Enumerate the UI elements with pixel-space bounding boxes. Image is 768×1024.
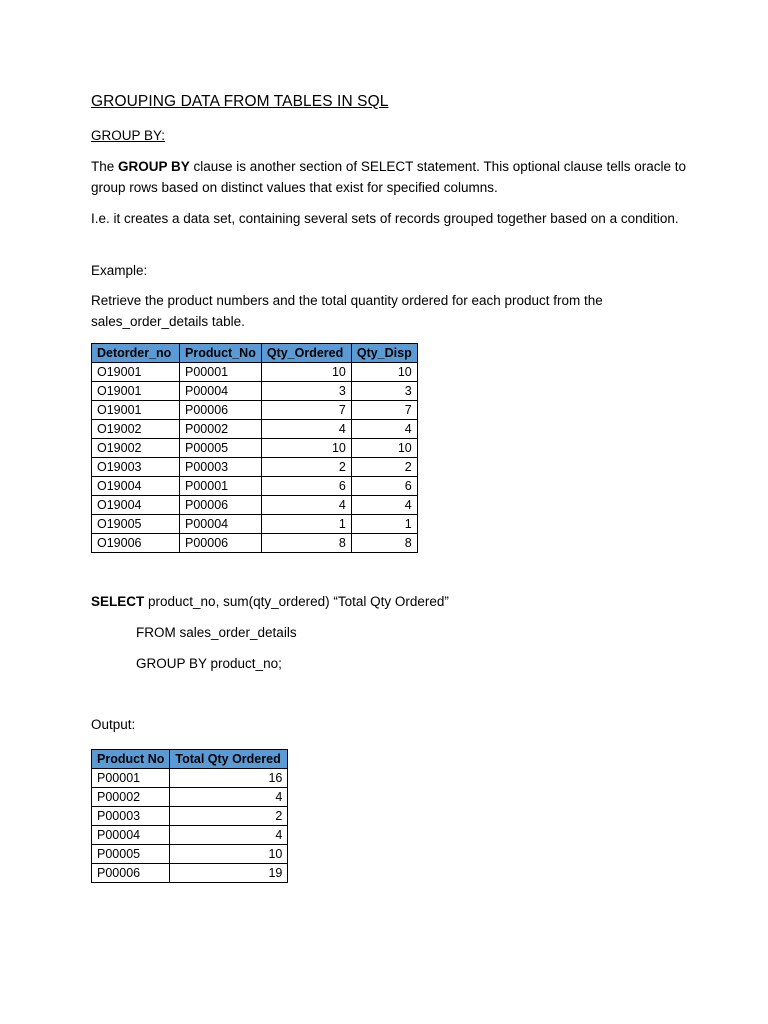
table-cell: P00003 xyxy=(92,807,170,826)
table-cell: 10 xyxy=(261,363,351,382)
paragraph-task: Retrieve the product numbers and the total quantity ordered for each product from the sales_order_details table. xyxy=(91,293,603,329)
table-cell: O19001 xyxy=(92,382,180,401)
table-row xyxy=(92,477,418,496)
table-row xyxy=(92,496,418,515)
column-header: Qty_Ordered xyxy=(261,344,351,363)
table-cell: 1 xyxy=(261,515,351,534)
table-cell: 16 xyxy=(170,769,288,788)
table-cell: 4 xyxy=(170,788,288,807)
table-cell: 10 xyxy=(261,439,351,458)
table-cell: 8 xyxy=(261,534,351,553)
table-cell: P00001 xyxy=(180,477,262,496)
table-cell: P00006 xyxy=(180,401,262,420)
sql-select-rest: product_no, sum(qty_ordered) “Total Qty Ordered” xyxy=(144,594,449,609)
paragraph-data-set: I.e. it creates a data set, containing several sets of records grouped together based on a condition. xyxy=(91,211,679,226)
column-header: Total Qty Ordered xyxy=(170,750,288,769)
table-row xyxy=(92,382,418,401)
table-cell: 8 xyxy=(351,534,417,553)
table-row xyxy=(92,845,288,864)
table-cell: O19004 xyxy=(92,477,180,496)
table-cell: P00005 xyxy=(180,439,262,458)
table-cell: 2 xyxy=(351,458,417,477)
table-cell: 4 xyxy=(170,826,288,845)
sql-from-line: FROM sales_order_details xyxy=(136,625,297,640)
table-cell: 4 xyxy=(261,496,351,515)
table-cell: 7 xyxy=(351,401,417,420)
table-row xyxy=(92,401,418,420)
table-cell: 6 xyxy=(351,477,417,496)
table-cell: O19002 xyxy=(92,439,180,458)
page-title: GROUPING DATA FROM TABLES IN SQL xyxy=(91,93,389,110)
table-cell: 3 xyxy=(261,382,351,401)
table-row xyxy=(92,439,418,458)
table-cell: O19006 xyxy=(92,534,180,553)
table-cell: P00004 xyxy=(92,826,170,845)
table-cell: P00005 xyxy=(92,845,170,864)
para1-post: clause is another section of SELECT statement. This optional clause tells oracle to group rows based on distinct values that exist for specified columns. xyxy=(91,159,687,195)
table-cell: 10 xyxy=(351,439,417,458)
para1-pre: The xyxy=(91,159,119,174)
output-table xyxy=(91,749,288,883)
table-cell: 19 xyxy=(170,864,288,883)
column-header: Detorder_no xyxy=(92,344,180,363)
table-cell: P00002 xyxy=(92,788,170,807)
para1-bold: GROUP BY xyxy=(118,159,190,174)
table-cell: P00004 xyxy=(180,515,262,534)
table-cell: P00003 xyxy=(180,458,262,477)
table-row xyxy=(92,420,418,439)
table-row xyxy=(92,769,288,788)
table-cell: O19002 xyxy=(92,420,180,439)
column-header: Product No xyxy=(92,750,170,769)
table-row xyxy=(92,458,418,477)
table-cell: 10 xyxy=(170,845,288,864)
table-row xyxy=(92,534,418,553)
column-header: Product_No xyxy=(180,344,262,363)
table-cell: P00006 xyxy=(180,534,262,553)
output-label: Output: xyxy=(91,717,136,732)
table-cell: P00001 xyxy=(180,363,262,382)
table-cell: O19001 xyxy=(92,363,180,382)
table-cell: 1 xyxy=(351,515,417,534)
table-cell: O19003 xyxy=(92,458,180,477)
table-cell: O19005 xyxy=(92,515,180,534)
table-cell: 4 xyxy=(261,420,351,439)
table-row xyxy=(92,826,288,845)
table-cell: 6 xyxy=(261,477,351,496)
table-cell: 2 xyxy=(261,458,351,477)
column-header: Qty_Disp xyxy=(351,344,417,363)
table-cell: P00004 xyxy=(180,382,262,401)
sales-order-details-table xyxy=(91,343,418,553)
section-heading: GROUP BY: xyxy=(91,128,166,143)
table-cell: 4 xyxy=(351,420,417,439)
sql-keyword: SELECT xyxy=(91,594,145,609)
table-cell: 10 xyxy=(351,363,417,382)
sql-select-line xyxy=(91,594,449,609)
paragraph-group-by-intro xyxy=(91,156,691,198)
example-label: Example: xyxy=(91,263,148,278)
table-cell: P00001 xyxy=(92,769,170,788)
table-header-row xyxy=(92,344,418,363)
table-cell: 3 xyxy=(351,382,417,401)
table-cell: P00006 xyxy=(180,496,262,515)
table-cell: 4 xyxy=(351,496,417,515)
table-cell: O19004 xyxy=(92,496,180,515)
table-cell: 7 xyxy=(261,401,351,420)
table-cell: O19001 xyxy=(92,401,180,420)
table-cell: 2 xyxy=(170,807,288,826)
table-row xyxy=(92,864,288,883)
table-cell: P00006 xyxy=(92,864,170,883)
sql-group-by-line: GROUP BY product_no; xyxy=(136,656,282,671)
table-row xyxy=(92,807,288,826)
table-row xyxy=(92,788,288,807)
table-row xyxy=(92,515,418,534)
table-header-row xyxy=(92,750,288,769)
table-row xyxy=(92,363,418,382)
table-cell: P00002 xyxy=(180,420,262,439)
